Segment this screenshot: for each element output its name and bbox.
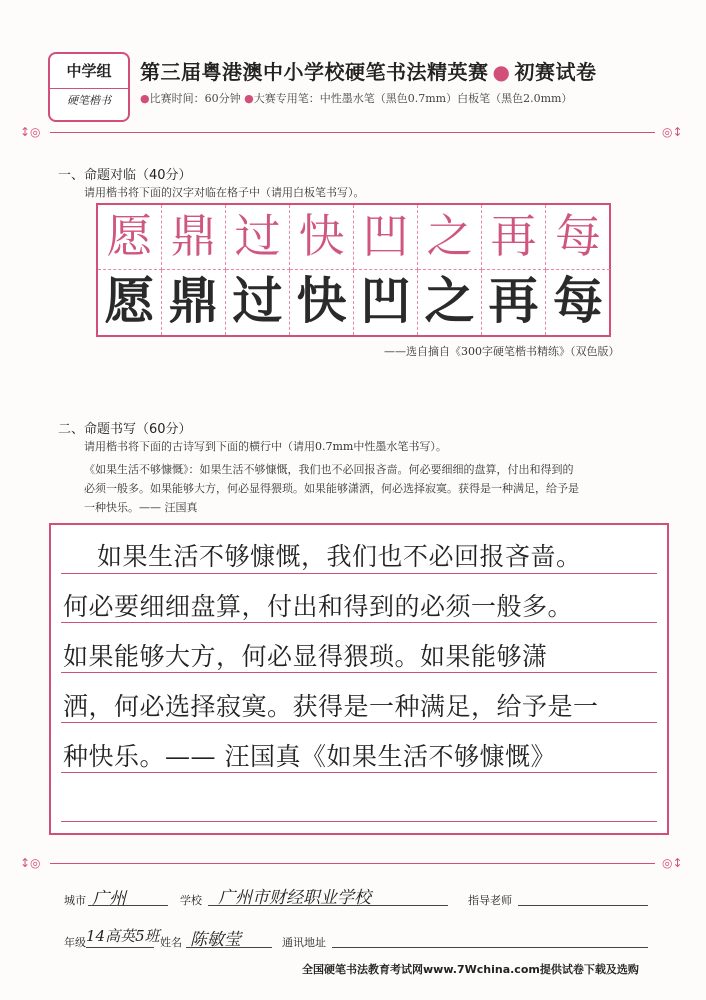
city-field[interactable] xyxy=(88,905,168,906)
source-credit: ——选自摘自《300字硬笔楷书精练》（双色版） xyxy=(384,345,620,358)
name-field[interactable] xyxy=(186,947,272,948)
written-char: 再 xyxy=(488,271,539,330)
writing-line xyxy=(61,821,657,822)
section1-instruction: 请用楷书将下面的汉字对临在格子中（请用白板笔书写）。 xyxy=(84,186,365,199)
teacher-label: 指导老师 xyxy=(468,894,512,907)
bullet-icon: ● xyxy=(140,92,150,105)
teacher-field[interactable] xyxy=(518,905,648,906)
divider-ornament-left-icon: ↕◎ xyxy=(20,856,41,870)
handwritten-line: 如果生活不够慷慨，我们也不必回报吝啬。 xyxy=(97,542,582,571)
model-char: 再 xyxy=(490,209,537,263)
poem-line: 《如果生活不够慷慨》：如果生活不够慷慨，我们也不必回报吝啬。何必要细细的盘算，付出和得到的 xyxy=(84,463,574,476)
poem-text xyxy=(84,460,664,517)
school-value: 广州市财经职业学校 xyxy=(218,888,371,908)
written-char: 每 xyxy=(553,271,603,330)
address-field[interactable] xyxy=(332,947,648,948)
page-title xyxy=(140,56,596,85)
city-value: 广州 xyxy=(92,889,126,909)
title-suffix: 初赛试卷 xyxy=(514,60,597,84)
writing-area xyxy=(49,523,669,835)
school-field[interactable] xyxy=(208,905,448,906)
written-char: 之 xyxy=(424,271,475,330)
style-label: 硬笔楷书 xyxy=(67,94,111,107)
model-char: 凹 xyxy=(362,209,409,263)
divider-ornament-left-icon: ↕◎ xyxy=(20,125,41,139)
name-label: 姓名 xyxy=(160,936,182,949)
bullet-icon: ● xyxy=(244,92,254,105)
model-char: 过 xyxy=(234,209,281,263)
name-value: 陈敏莹 xyxy=(190,930,241,950)
divider-ornament-right-icon: ◎↕ xyxy=(662,125,683,139)
title-dot-icon: ● xyxy=(492,60,511,84)
section2-title: 二、命题书写（60分） xyxy=(58,422,192,437)
model-char: 之 xyxy=(426,209,473,263)
group-badge xyxy=(48,52,130,122)
written-char: 凹 xyxy=(360,271,411,330)
school-label: 学校 xyxy=(180,894,202,907)
divider-ornament-right-icon: ◎↕ xyxy=(662,856,683,870)
handwritten-line: 洒，何必选择寂寞。获得是一种满足，给予是一 xyxy=(63,692,599,721)
model-char: 快 xyxy=(298,209,345,263)
written-char: 过 xyxy=(232,271,283,330)
city-label: 城市 xyxy=(64,894,86,907)
handwritten-line: 如果能够大方，何必显得猥琐。如果能够潇 xyxy=(63,642,548,671)
exam-info xyxy=(140,90,572,106)
section2-instruction: 请用楷书将下面的古诗写到下面的横行中（请用0.7mm中性墨水笔书写）。 xyxy=(84,440,447,453)
written-char: 鼎 xyxy=(168,271,219,330)
copy-grid xyxy=(96,203,611,337)
model-char: 愿 xyxy=(106,209,153,263)
section1-title: 一、命题对临（40分） xyxy=(58,168,192,183)
grade-field[interactable] xyxy=(86,947,154,948)
group-label: 中学组 xyxy=(50,54,128,89)
handwritten-line: 何必要细细盘算，付出和得到的必须一般多。 xyxy=(63,592,574,621)
title-main: 第三届粤港澳中小学校硬笔书法精英赛 xyxy=(140,60,489,84)
grade-value: 14高英5班 xyxy=(86,927,160,945)
handwritten-line: 种快乐。—— 汪国真《如果生活不够慷慨》 xyxy=(63,742,556,771)
writing-line xyxy=(61,573,657,574)
exam-time: 比赛时间：60分钟 xyxy=(149,92,241,105)
model-char: 鼎 xyxy=(170,209,217,263)
grade-label: 年级 xyxy=(64,936,86,949)
written-char: 快 xyxy=(296,271,347,330)
poem-line: 一种快乐。—— 汪国真 xyxy=(84,501,198,514)
address-label: 通讯地址 xyxy=(282,936,326,949)
footer-divider xyxy=(50,863,655,864)
header-divider xyxy=(50,132,655,133)
written-char: 愿 xyxy=(104,271,155,330)
poem-line: 必须一般多。如果能够大方，何必显得猥琐。如果能够潇洒，何必选择寂寞。获得是一种满足，给予是 xyxy=(84,482,579,495)
model-char: 每 xyxy=(555,209,601,263)
site-credit: 全国硬笔书法教育考试网www.7Wchina.com提供试卷下载及选购 xyxy=(302,963,639,976)
exam-pens: 大赛专用笔：中性墨水笔（黑色0.7mm）白板笔（黑色2.0mm） xyxy=(253,92,573,105)
